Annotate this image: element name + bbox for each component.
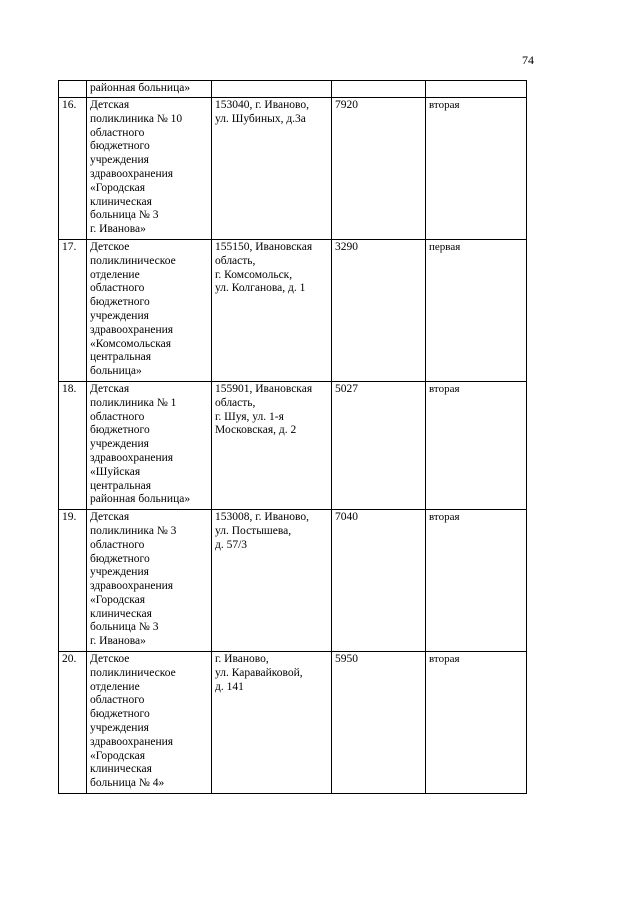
cell-name: Детская поликлиника № 10 областного бюджетного учреждения здравоохранения «Городская клиническая больница № 3 г. Иванова»: [87, 98, 212, 240]
page-number: 74: [522, 53, 534, 67]
cell-name: Детское поликлиническое отделение областного бюджетного учреждения здравоохранения «Комсомольская центральная больница»: [87, 239, 212, 381]
cell-count: 7920: [332, 98, 426, 240]
cell-count: 5027: [332, 381, 426, 509]
cell-address: г. Иваново, ул. Каравайковой, д. 141: [212, 652, 332, 794]
cell-name: районная больница»: [87, 81, 212, 98]
cell-num: 19.: [59, 510, 87, 652]
cell-address: 153040, г. Иваново, ул. Шубиных, д.3а: [212, 98, 332, 240]
cell-category: вторая: [426, 381, 527, 509]
cell-category: вторая: [426, 98, 527, 240]
continuation-row: [59, 81, 527, 98]
cell-count: 5950: [332, 652, 426, 794]
table-row: [59, 652, 527, 794]
cell-address: [212, 81, 332, 98]
table-row: [59, 510, 527, 652]
cell-num: 17.: [59, 239, 87, 381]
cell-num: 18.: [59, 381, 87, 509]
cell-name: Детская поликлиника № 3 областного бюджетного учреждения здравоохранения «Городская клиническая больница № 3 г. Иванова»: [87, 510, 212, 652]
cell-name: Детская поликлиника № 1 областного бюджетного учреждения здравоохранения «Шуйская центральная районная больница»: [87, 381, 212, 509]
cell-name: Детское поликлиническое отделение областного бюджетного учреждения здравоохранения «Городская клиническая больница № 4»: [87, 652, 212, 794]
cell-category: [426, 81, 527, 98]
cell-address: 153008, г. Иваново, ул. Постышева, д. 57/3: [212, 510, 332, 652]
cell-category: первая: [426, 239, 527, 381]
cell-count: [332, 81, 426, 98]
cell-address: 155150, Ивановская область, г. Комсомольск, ул. Колганова, д. 1: [212, 239, 332, 381]
cell-category: вторая: [426, 652, 527, 794]
cell-num: 16.: [59, 98, 87, 240]
table-row: [59, 239, 527, 381]
cell-count: 3290: [332, 239, 426, 381]
cell-category: вторая: [426, 510, 527, 652]
cell-count: 7040: [332, 510, 426, 652]
table-row: [59, 381, 527, 509]
cell-num: 20.: [59, 652, 87, 794]
institutions-table: [58, 80, 527, 794]
cell-num: [59, 81, 87, 98]
table-row: [59, 98, 527, 240]
cell-address: 155901, Ивановская область, г. Шуя, ул. 1-я Московская, д. 2: [212, 381, 332, 509]
